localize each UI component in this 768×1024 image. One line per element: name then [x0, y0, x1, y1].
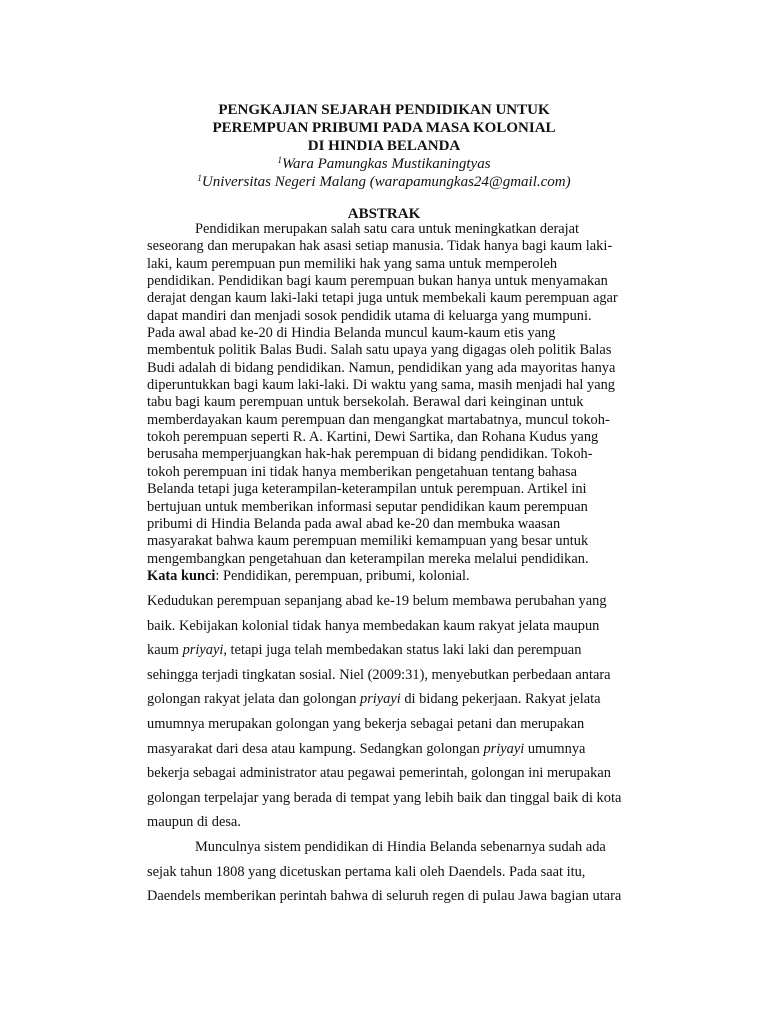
affiliation-superscript: 1	[197, 173, 202, 183]
abstract-line: seseorang dan merupakan hak asasi setiap manusia. Tidak hanya bagi kaum laki-	[147, 238, 613, 255]
title-line-1: PENGKAJIAN SEJARAH PENDIDIKAN UNTUK	[218, 102, 550, 118]
keywords-line	[147, 568, 659, 585]
body-line: Kedudukan perempuan sepanjang abad ke-19 belum membawa perubahan yang	[147, 593, 607, 609]
body-line: Daendels memberikan perintah bahwa di seluruh regen di pulau Jawa bagian utara	[147, 888, 622, 905]
body-line: Munculnya sistem pendidikan di Hindia Belanda sebenarnya sudah ada	[195, 838, 606, 855]
body-line: umumnya merupakan golongan yang bekerja sebagai petani dan merupakan	[147, 715, 585, 732]
abstract-line: Pendidikan merupakan salah satu cara untuk meningkatkan derajat	[195, 221, 580, 237]
keywords-label: Kata kunci	[147, 567, 216, 584]
abstract-line: laki, kaum perempuan pun memiliki hak yang sama untuk memperoleh	[147, 255, 558, 272]
term-priyayi: priyayi	[483, 740, 525, 757]
body-line	[147, 638, 667, 663]
abstract-line: Belanda tetapi juga keterampilan-keterampilan untuk perempuan. Artikel ini	[147, 481, 587, 498]
body-line	[147, 687, 667, 712]
abstract-line: dapat mandiri dan menjadi sosok pendidik utama di keluarga yang mumpuni.	[147, 307, 592, 324]
term-priyayi: priyayi	[182, 642, 224, 659]
body-line	[147, 737, 667, 762]
keywords-text: : Pendidikan, perempuan, pribumi, kolonial.	[215, 567, 470, 584]
author-name	[0, 155, 768, 173]
body-line: maupun di desa.	[147, 814, 241, 831]
body-text-run: di bidang pekerjaan. Rakyat jelata	[400, 691, 601, 708]
abstract-line: pribumi di Hindia Belanda pada awal abad ke-20 dan membuka waasan	[147, 515, 561, 532]
body-text-run: umumnya	[524, 740, 586, 757]
body-line: sehingga terjadi tingkatan sosial. Niel (2009:31), menyebutkan perbedaan antara	[147, 666, 611, 683]
body-text-run: golongan rakyat jelata dan golongan	[147, 691, 360, 708]
abstract-line: tokoh perempuan ini tidak hanya memberikan pengetahuan tentang bahasa	[147, 463, 577, 480]
abstract-line: mengembangkan pengetahuan dan keterampilan mereka melalui pendidikan.	[147, 550, 589, 567]
body-line: golongan terpelajar yang berada di tempat yang lebih baik dan tinggal baik di kota	[147, 789, 622, 806]
abstract-line: Budi adalah di bidang pendidikan. Namun, pendidikan yang ada mayoritas hanya	[147, 359, 616, 376]
body-text	[147, 589, 667, 909]
author-name-text: Wara Pamungkas Mustikaningtyas	[281, 156, 491, 172]
abstract-line: Pada awal abad ke-20 di Hindia Belanda muncul kaum-kaum etis yang	[147, 325, 556, 342]
abstract-line: tabu bagi kaum perempuan untuk bersekolah. Berawal dari keinginan untuk	[147, 394, 584, 411]
body-line: bekerja sebagai administrator atau pegawai pemerintah, golongan ini merupakan	[147, 765, 611, 782]
body-line: baik. Kebijakan kolonial tidak hanya membedakan kaum rakyat jelata maupun	[147, 617, 600, 634]
abstract-line: memberdayakan kaum perempuan dan mengangkat martabatnya, muncul tokoh-	[147, 411, 610, 428]
author-superscript: 1	[277, 155, 282, 165]
body-text-run: , tetapi juga telah membedakan status laki laki dan perempuan	[223, 642, 582, 659]
abstract-line: bertujuan untuk memberikan informasi seputar pendidikan kaum perempuan	[147, 498, 588, 515]
title-line-2: PEREMPUAN PRIBUMI PADA MASA KOLONIAL	[212, 120, 556, 136]
abstract-body	[147, 221, 659, 585]
body-text-run: masyarakat dari desa atau kampung. Sedangkan golongan	[147, 740, 484, 757]
title-line-3: DI HINDIA BELANDA	[307, 138, 461, 154]
abstract-heading: ABSTRAK	[347, 206, 421, 222]
abstract-line: derajat dengan kaum laki-laki tetapi juga untuk membekali kaum perempuan agar	[147, 290, 618, 307]
affiliation-text: Universitas Negeri Malang (warapamungkas24@gmail.com)	[201, 174, 571, 190]
body-text-run: kaum	[147, 642, 183, 659]
abstract-line: tokoh perempuan seperti R. A. Kartini, Dewi Sartika, dan Rohana Kudus yang	[147, 429, 599, 446]
abstract-line: masyarakat bahwa kaum perempuan memiliki kemampuan yang besar untuk	[147, 533, 589, 550]
abstract-line: pendidikan. Pendidikan bagi kaum perempuan bukan hanya untuk menyamakan	[147, 273, 608, 290]
term-priyayi: priyayi	[360, 691, 401, 708]
author-affiliation	[0, 173, 768, 191]
abstract-line: membentuk politik Balas Budi. Salah satu upaya yang digagas oleh politik Balas	[147, 342, 612, 359]
abstract-line: berusaha memperjuangkan hak-hak perempuan di bidang pendidikan. Tokoh-	[147, 446, 593, 463]
body-line: sejak tahun 1808 yang dicetuskan pertama kali oleh Daendels. Pada saat itu,	[147, 863, 586, 880]
abstract-line: diperuntukkan bagi kaum laki-laki. Di waktu yang sama, masih menjadi hal yang	[147, 377, 615, 394]
paper-header	[0, 101, 768, 191]
